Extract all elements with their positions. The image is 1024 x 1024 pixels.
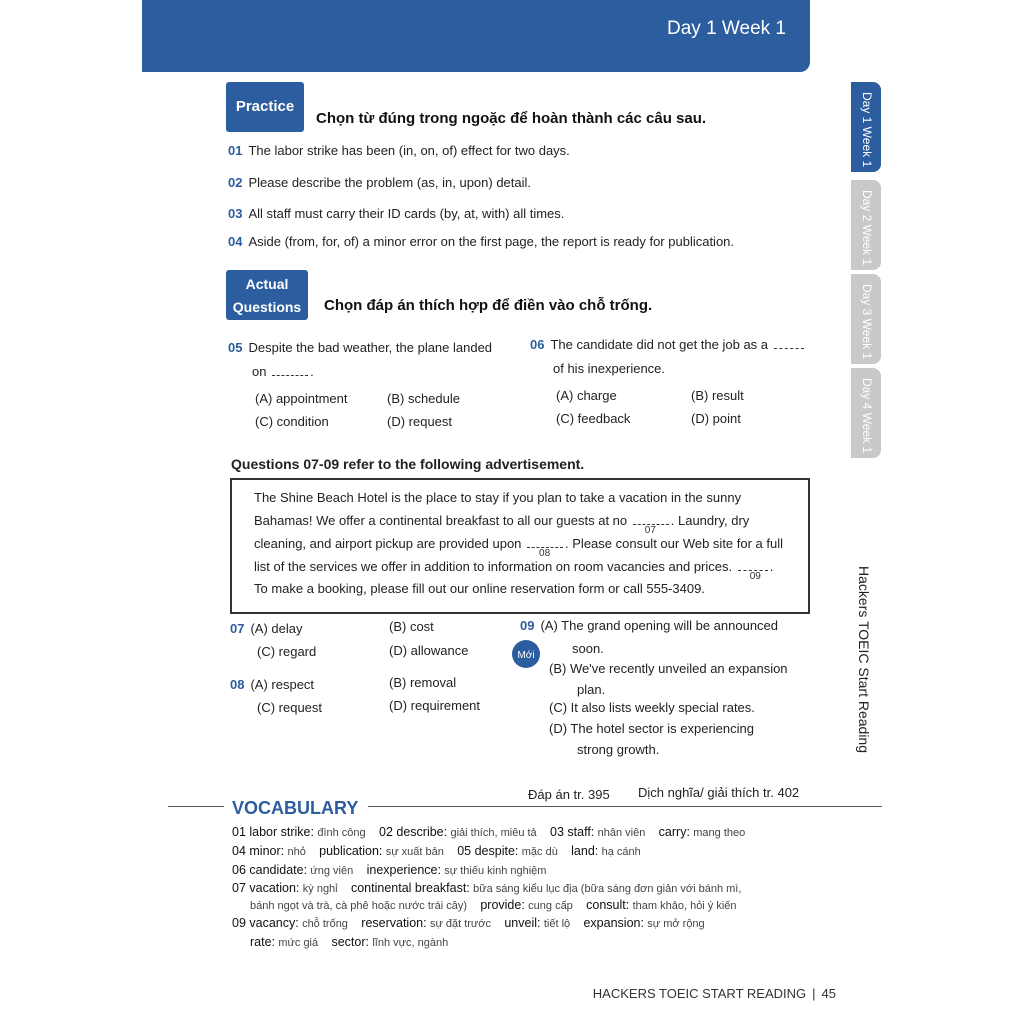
vocab-definition: mặc dù (521, 846, 558, 858)
blank-number: 08 (539, 548, 551, 559)
item-text: Aside (from, for, of) a minor error on the first page, the report is ready for publication. (248, 234, 735, 249)
vocab-definition: bánh ngọt và trà, cà phê hoặc nước trái cây) (250, 900, 467, 912)
vocab-definition: mức giá (278, 937, 319, 949)
vocab-term: consult: (586, 898, 630, 912)
ad-line: The Shine Beach Hotel is the place to stay if you plan to take a vacation in the sunny (254, 490, 742, 505)
vocab-term: provide: (480, 898, 525, 912)
vocab-line (250, 898, 747, 912)
question-text: The candidate did not get the job as a (550, 337, 769, 352)
vocab-definition: kỳ nghỉ (302, 883, 338, 895)
side-tab-day2[interactable] (851, 180, 881, 270)
vocab-definition: sự mở rộng (647, 918, 705, 930)
ad-line (254, 559, 774, 582)
vocab-definition: mang theo (693, 827, 746, 839)
blank (633, 516, 669, 525)
ad-text: . (769, 559, 774, 574)
vocab-term: land: (571, 844, 599, 858)
question-07 (230, 621, 303, 636)
item-text: All staff must carry their ID cards (by, at, with) all times. (248, 206, 565, 221)
option-d[interactable]: (D) request (387, 414, 453, 429)
option-d-cont[interactable]: strong growth. (577, 742, 660, 757)
vocab-term: 02 describe: (379, 825, 448, 839)
question-08 (230, 677, 314, 692)
question-05-line2 (252, 364, 314, 379)
side-tab-label: Day 1 Week 1 (860, 92, 874, 168)
option-b[interactable]: (B) cost (389, 619, 434, 634)
vocab-line (232, 825, 755, 839)
vocab-line (232, 916, 715, 930)
vocab-term: 09 vacancy: (232, 916, 299, 930)
option-b-cont[interactable]: plan. (577, 682, 606, 697)
practice-instruction: Chọn từ đúng trong ngoặc để hoàn thành các câu sau. (316, 110, 707, 127)
vocab-term: 05 despite: (457, 844, 519, 858)
vocab-definition: sự xuất bản (385, 846, 444, 858)
item-number: 03 (228, 206, 243, 221)
option-d[interactable]: (D) requirement (389, 698, 481, 713)
vocab-term: 01 labor strike: (232, 825, 314, 839)
vocab-definition: sự đặt trước (429, 918, 492, 930)
vocab-term: 03 staff: (550, 825, 595, 839)
vocab-line (232, 844, 651, 858)
option-b[interactable]: (B) We've recently unveiled an expansion (549, 661, 788, 676)
blank-07 (631, 513, 671, 536)
question-05 (228, 340, 492, 355)
vocab-term: rate: (250, 935, 276, 949)
question-number: 08 (230, 677, 245, 692)
vocab-line (232, 881, 751, 895)
header-band (142, 0, 810, 72)
vocab-rule-left (168, 806, 224, 807)
question-06-line2: of his inexperience. (553, 361, 666, 376)
ad-line (254, 536, 784, 559)
page-footer (593, 986, 836, 1001)
vocab-definition: tiết lộ (543, 918, 571, 930)
option-a[interactable]: (A) respect (250, 677, 315, 692)
footer-title: HACKERS TOEIC START READING (592, 986, 807, 1001)
ad-text: . Laundry, dry (670, 513, 750, 528)
vocab-line (232, 863, 556, 877)
actual-instruction: Chọn đáp án thích hợp để điền vào chỗ trống. (324, 297, 653, 314)
practice-item (228, 175, 531, 190)
practice-item (228, 143, 570, 158)
blank (272, 367, 308, 376)
footer-separator: | (812, 986, 816, 1001)
vocab-definition: giải thích, miêu tả (450, 827, 537, 839)
option-d[interactable]: (D) point (691, 411, 741, 426)
vocab-definition: ứng viên (310, 865, 354, 877)
ad-text: Bahamas! We offer a continental breakfast to all our guests at no (254, 513, 628, 528)
option-a[interactable]: (A) The grand opening will be announced (540, 618, 779, 633)
page-number: 45 (821, 986, 836, 1001)
vocab-term: publication: (319, 844, 383, 858)
translation-reference: Dịch nghĩa/ giải thích tr. 402 (638, 785, 800, 800)
item-number: 04 (228, 234, 243, 249)
vocab-term: 04 minor: (232, 844, 285, 858)
practice-item (228, 206, 564, 221)
vocab-definition: đình công (317, 827, 366, 839)
side-tab-label: Day 3 Week 1 (860, 284, 874, 360)
option-c[interactable]: (C) request (257, 700, 323, 715)
badge-line: Questions (232, 299, 302, 315)
option-a[interactable]: (A) charge (556, 388, 617, 403)
vocab-definition: hạ cánh (601, 846, 641, 858)
question-number: 07 (230, 621, 245, 636)
option-a[interactable]: (A) delay (250, 621, 303, 636)
vocab-term: sector: (331, 935, 369, 949)
option-b[interactable]: (B) result (691, 388, 744, 403)
blank (527, 539, 563, 548)
vocab-rule-right (368, 806, 882, 807)
question-06 (530, 337, 806, 352)
vocab-term: 07 vacation: (232, 881, 300, 895)
option-a[interactable]: (A) appointment (255, 391, 348, 406)
option-c[interactable]: (C) regard (257, 644, 317, 659)
option-c[interactable]: (C) feedback (556, 411, 631, 426)
vocab-definition: lĩnh vực, ngành (372, 937, 449, 949)
vocab-definition: bữa sáng kiểu lục địa (bữa sáng đơn giản với bánh mì, (473, 883, 742, 895)
blank (738, 562, 768, 571)
side-tab-day3[interactable] (851, 274, 881, 364)
side-tab-label: Day 2 Week 1 (860, 190, 874, 266)
vocab-definition: sự thiếu kinh nghiệm (444, 865, 547, 877)
option-c[interactable]: (C) condition (255, 414, 329, 429)
item-text: The labor strike has been (in, on, of) effect for two days. (248, 143, 570, 158)
blank-09 (736, 559, 770, 582)
actual-questions-badge (226, 270, 308, 320)
new-badge: Mới (512, 640, 540, 668)
question-number: 05 (228, 340, 243, 355)
ad-text: cleaning, and airport pickup are provided upon (254, 536, 522, 551)
vocab-term: expansion: (583, 916, 644, 930)
question-text: on (252, 364, 267, 379)
question-text: Despite the bad weather, the plane landed (248, 340, 493, 355)
option-b[interactable]: (B) removal (389, 675, 457, 690)
ad-line (254, 513, 750, 536)
item-number: 01 (228, 143, 243, 158)
vocab-term: continental breakfast: (350, 881, 470, 895)
ad-line: To make a booking, please fill out our online reservation form or call 555-3409. (254, 581, 705, 596)
question-number: 06 (530, 337, 545, 352)
option-b[interactable]: (B) schedule (387, 391, 460, 406)
blank-08 (525, 536, 565, 559)
vocab-definition: nhân viên (597, 827, 646, 839)
practice-item (228, 234, 734, 249)
practice-badge: Practice (226, 82, 304, 132)
item-text: Please describe the problem (as, in, upon) detail. (248, 175, 532, 190)
blank (774, 340, 804, 349)
vocab-definition: tham khảo, hỏi ý kiến (632, 900, 737, 912)
side-tab-day1[interactable] (851, 82, 881, 172)
vocab-term: 06 candidate: (232, 863, 308, 877)
badge-line: Actual (245, 276, 289, 292)
ad-text: . Please consult our Web site for a full (565, 536, 784, 551)
vocabulary-title: VOCABULARY (232, 798, 359, 818)
option-c[interactable]: (C) It also lists weekly special rates. (549, 700, 755, 715)
advertisement-box (230, 478, 810, 614)
vocab-term: unveil: (504, 916, 541, 930)
option-a-cont[interactable]: soon. (572, 641, 604, 656)
question-text: . (310, 364, 314, 379)
vocab-definition: chỗ trống (302, 918, 348, 930)
ad-text: list of the services we offer in addition to information on room vacancies and prices. (254, 559, 733, 574)
blank-number: 09 (749, 571, 761, 582)
vocab-definition: cung cấp (528, 900, 573, 912)
page-header-title: Day 1 Week 1 (667, 18, 786, 39)
blank-number: 07 (644, 525, 656, 536)
side-tab-day4[interactable] (851, 368, 881, 458)
vocab-definition: nhỏ (287, 846, 306, 858)
item-number: 02 (228, 175, 243, 190)
question-number: 09 (520, 618, 535, 633)
vocab-term: reservation: (361, 916, 427, 930)
option-d[interactable]: (D) The hotel sector is experiencing (549, 721, 754, 736)
side-tab-label: Day 4 Week 1 (860, 378, 874, 454)
answer-reference: Đáp án tr. 395 (528, 787, 610, 802)
option-d[interactable]: (D) allowance (389, 643, 469, 658)
vocab-term: carry: (658, 825, 690, 839)
question-09 (520, 618, 778, 633)
advertisement-heading: Questions 07-09 refer to the following advertisement. (231, 456, 585, 472)
vocab-line (250, 935, 458, 949)
vocab-term: inexperience: (366, 863, 441, 877)
side-brand: Hackers TOEIC Start Reading (856, 566, 872, 754)
